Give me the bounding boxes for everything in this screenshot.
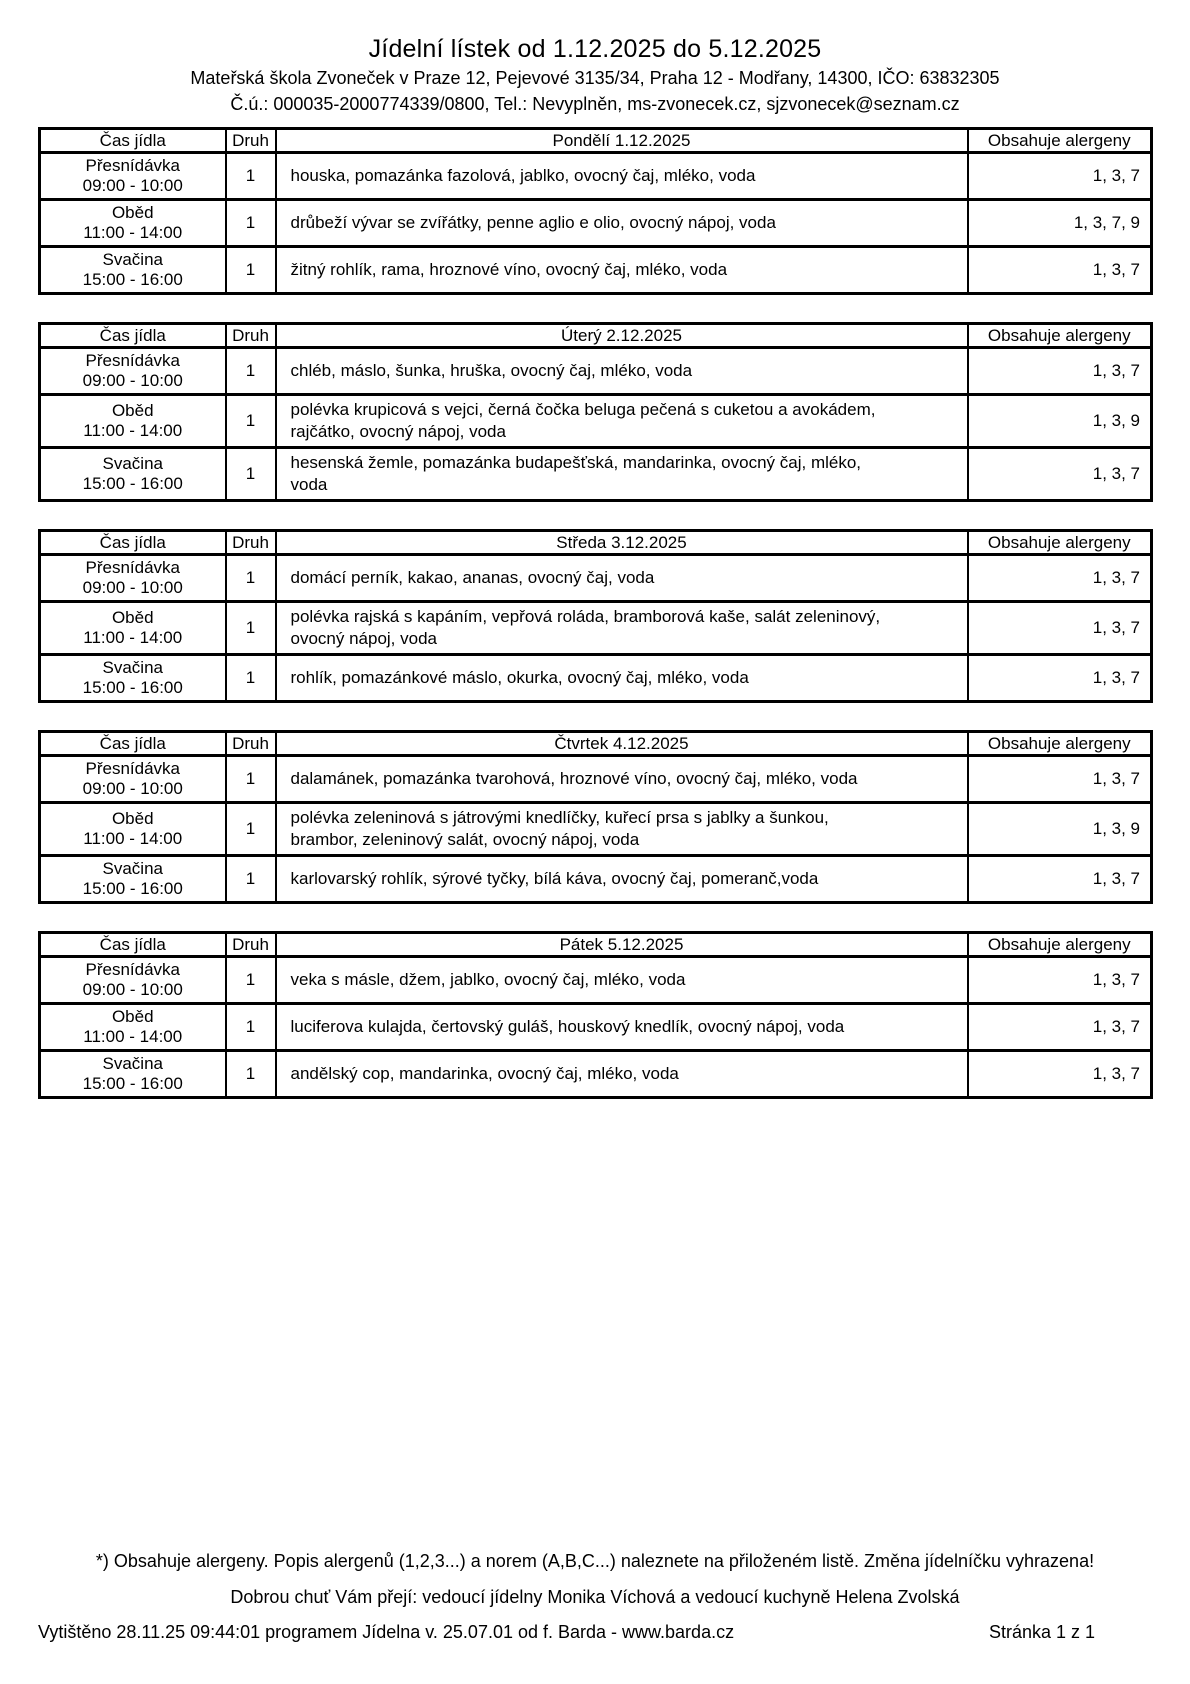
day-menu-table xyxy=(38,322,1153,502)
meal-time-cell xyxy=(40,247,226,294)
day-menu-table xyxy=(38,127,1153,295)
meal-name: Oběd xyxy=(111,1007,154,1027)
meal-food-text: hesenská žemle, pomazánka budapešťská, mandarinka, ovocný čaj, mléko, voda xyxy=(290,453,862,495)
col-header-meal-time: Čas jídla xyxy=(40,531,226,555)
meal-allergens-cell: 1, 3, 7 xyxy=(968,655,1152,702)
printed-info: Vytištěno 28.11.25 09:44:01 programem Jídelna v. 25.07.01 od f. Barda - www.barda.cz xyxy=(38,1622,735,1642)
serving-wish: Dobrou chuť Vám přejí: vedoucí jídelny Monika Víchová a vedoucí kuchyně Helena Zvolská xyxy=(230,1587,960,1607)
col-header-meal-time: Čas jídla xyxy=(40,324,226,348)
col-header-day-title: Středa 3.12.2025 xyxy=(276,531,968,555)
meal-row xyxy=(40,555,1152,602)
col-header-allergens: Obsahuje alergeny xyxy=(968,324,1152,348)
col-header-type: Druh xyxy=(226,531,276,555)
meal-name: Přesnídávka xyxy=(85,351,180,371)
col-header-meal-time: Čas jídla xyxy=(40,129,226,153)
day-table-header-row xyxy=(40,933,1152,957)
meal-food-cell xyxy=(276,1051,968,1098)
meal-food-text: luciferova kulajda, čertovský guláš, houskový knedlík, ovocný nápoj, voda xyxy=(290,1017,845,1037)
meal-row xyxy=(40,448,1152,501)
meal-name: Přesnídávka xyxy=(85,156,180,176)
meal-type-cell: 1 xyxy=(226,348,276,395)
meal-row xyxy=(40,803,1152,856)
day-table-header-row xyxy=(40,129,1152,153)
meal-allergens-cell: 1, 3, 7 xyxy=(968,856,1152,903)
meal-time-range: 15:00 - 16:00 xyxy=(82,879,183,899)
meal-row xyxy=(40,1004,1152,1051)
meal-type-cell: 1 xyxy=(226,655,276,702)
col-header-meal-time: Čas jídla xyxy=(40,732,226,756)
meal-time-cell xyxy=(40,395,226,448)
contact-line: Č.ú.: 000035-2000774339/0800, Tel.: Nevyplněn, ms-zvonecek.cz, sjzvonecek@seznam.cz xyxy=(230,94,960,115)
meal-food-text: karlovarský rohlík, sýrové tyčky, bílá káva, ovocný čaj, pomeranč,voda xyxy=(290,869,819,889)
meal-name: Přesnídávka xyxy=(85,960,180,980)
meal-time-cell xyxy=(40,348,226,395)
meal-name: Přesnídávka xyxy=(85,558,180,578)
meal-allergens-cell: 1, 3, 7, 9 xyxy=(968,200,1152,247)
meal-type-cell: 1 xyxy=(226,555,276,602)
meal-type-cell: 1 xyxy=(226,395,276,448)
meal-food-cell xyxy=(276,555,968,602)
col-header-day-title: Úterý 2.12.2025 xyxy=(276,324,968,348)
meal-time-range: 15:00 - 16:00 xyxy=(82,270,183,290)
meal-food-cell xyxy=(276,153,968,200)
meal-name: Oběd xyxy=(111,203,154,223)
meal-time-range: 11:00 - 14:00 xyxy=(83,829,183,849)
meal-name: Svačina xyxy=(102,454,163,474)
meal-name: Svačina xyxy=(102,658,163,678)
meal-food-text: žitný rohlík, rama, hroznové víno, ovocný čaj, mléko, voda xyxy=(290,260,728,280)
meal-row xyxy=(40,957,1152,1004)
meal-type-cell: 1 xyxy=(226,153,276,200)
meal-time-range: 09:00 - 10:00 xyxy=(82,980,183,1000)
school-address-line: Mateřská škola Zvoneček v Praze 12, Pejevové 3135/34, Praha 12 - Modřany, 14300, IČO: 63832305 xyxy=(190,68,1000,88)
meal-food-cell xyxy=(276,448,968,501)
meal-name: Svačina xyxy=(102,859,163,879)
meal-food-text: drůbeží vývar se zvířátky, penne aglio e olio, ovocný nápoj, voda xyxy=(290,213,776,233)
col-header-allergens: Obsahuje alergeny xyxy=(968,129,1152,153)
meal-food-cell xyxy=(276,348,968,395)
document-header xyxy=(0,0,1190,116)
meal-food-text: polévka zeleninová s játrovými knedlíčky, kuřecí prsa s jablky a šunkou, brambor, zeleninový salát, ovocný nápoj, voda xyxy=(290,808,829,850)
meal-row xyxy=(40,200,1152,247)
meal-row xyxy=(40,756,1152,803)
meal-allergens-cell: 1, 3, 7 xyxy=(968,247,1152,294)
col-header-allergens: Obsahuje alergeny xyxy=(968,531,1152,555)
day-table-header-row xyxy=(40,531,1152,555)
meal-food-text: houska, pomazánka fazolová, jablko, ovocný čaj, mléko, voda xyxy=(290,166,756,186)
meal-food-text: domácí perník, kakao, ananas, ovocný čaj, voda xyxy=(290,568,655,588)
meal-food-text: polévka krupicová s vejci, černá čočka beluga pečená s cuketou a avokádem, rajčátko, ovocný nápoj, voda xyxy=(290,400,876,442)
meal-row xyxy=(40,395,1152,448)
meal-type-cell: 1 xyxy=(226,856,276,903)
meal-time-range: 11:00 - 14:00 xyxy=(83,421,183,441)
meal-food-text: dalamánek, pomazánka tvarohová, hroznové víno, ovocný čaj, mléko, voda xyxy=(290,769,858,789)
meal-allergens-cell: 1, 3, 7 xyxy=(968,602,1152,655)
page-number: Stránka 1 z 1 xyxy=(988,1622,1095,1642)
meal-time-cell xyxy=(40,957,226,1004)
meal-row xyxy=(40,856,1152,903)
meal-type-cell: 1 xyxy=(226,1051,276,1098)
day-menu-table xyxy=(38,529,1153,703)
day-menu-table xyxy=(38,931,1153,1099)
meal-name: Oběd xyxy=(111,809,154,829)
meal-row xyxy=(40,153,1152,200)
meal-time-range: 09:00 - 10:00 xyxy=(82,578,183,598)
meal-allergens-cell: 1, 3, 7 xyxy=(968,756,1152,803)
meal-time-cell xyxy=(40,856,226,903)
meal-food-cell xyxy=(276,655,968,702)
meal-time-range: 09:00 - 10:00 xyxy=(82,779,183,799)
col-header-meal-time: Čas jídla xyxy=(40,933,226,957)
meal-name: Oběd xyxy=(111,401,154,421)
meal-allergens-cell: 1, 3, 7 xyxy=(968,153,1152,200)
col-header-day-title: Pátek 5.12.2025 xyxy=(276,933,968,957)
col-header-type: Druh xyxy=(226,732,276,756)
col-header-type: Druh xyxy=(226,324,276,348)
meal-food-cell xyxy=(276,803,968,856)
meal-row xyxy=(40,348,1152,395)
meal-time-range: 11:00 - 14:00 xyxy=(83,1027,183,1047)
meal-row xyxy=(40,655,1152,702)
meal-type-cell: 1 xyxy=(226,602,276,655)
meal-row xyxy=(40,602,1152,655)
meal-time-range: 09:00 - 10:00 xyxy=(82,176,183,196)
meal-name: Svačina xyxy=(102,1054,163,1074)
meal-name: Oběd xyxy=(111,608,154,628)
meal-time-cell xyxy=(40,602,226,655)
meal-allergens-cell: 1, 3, 7 xyxy=(968,348,1152,395)
page-title: Jídelní lístek od 1.12.2025 do 5.12.2025 xyxy=(368,35,822,63)
meal-type-cell: 1 xyxy=(226,756,276,803)
meal-time-range: 15:00 - 16:00 xyxy=(82,474,183,494)
meal-row xyxy=(40,247,1152,294)
meal-time-cell xyxy=(40,655,226,702)
meal-time-cell xyxy=(40,803,226,856)
meal-allergens-cell: 1, 3, 9 xyxy=(968,395,1152,448)
meal-time-cell xyxy=(40,200,226,247)
meal-name: Svačina xyxy=(102,250,163,270)
meal-time-cell xyxy=(40,756,226,803)
meal-row xyxy=(40,1051,1152,1098)
col-header-day-title: Pondělí 1.12.2025 xyxy=(276,129,968,153)
meal-allergens-cell: 1, 3, 7 xyxy=(968,448,1152,501)
meal-time-cell xyxy=(40,153,226,200)
allergen-note: *) Obsahuje alergeny. Popis alergenů (1,2,3...) a norem (A,B,C...) naleznete na přiloženém listě. Změna jídelníčku vyhrazena! xyxy=(95,1551,1095,1571)
meal-time-cell xyxy=(40,448,226,501)
meal-time-cell xyxy=(40,555,226,602)
meal-type-cell: 1 xyxy=(226,448,276,501)
meal-type-cell: 1 xyxy=(226,200,276,247)
meal-allergens-cell: 1, 3, 7 xyxy=(968,1004,1152,1051)
meal-food-cell xyxy=(276,602,968,655)
meal-food-text: polévka rajská s kapáním, vepřová roláda, bramborová kaše, salát zeleninový, ovocný nápoj, voda xyxy=(290,607,881,649)
meal-food-cell xyxy=(276,395,968,448)
meal-allergens-cell: 1, 3, 9 xyxy=(968,803,1152,856)
col-header-allergens: Obsahuje alergeny xyxy=(968,732,1152,756)
meal-allergens-cell: 1, 3, 7 xyxy=(968,957,1152,1004)
meal-time-range: 15:00 - 16:00 xyxy=(82,678,183,698)
meal-name: Přesnídávka xyxy=(85,759,180,779)
meal-type-cell: 1 xyxy=(226,1004,276,1051)
day-table-header-row xyxy=(40,732,1152,756)
day-table-header-row xyxy=(40,324,1152,348)
meal-time-cell xyxy=(40,1051,226,1098)
meal-time-range: 09:00 - 10:00 xyxy=(82,371,183,391)
meal-food-cell xyxy=(276,200,968,247)
col-header-type: Druh xyxy=(226,933,276,957)
meal-type-cell: 1 xyxy=(226,803,276,856)
meal-allergens-cell: 1, 3, 7 xyxy=(968,1051,1152,1098)
meal-time-range: 11:00 - 14:00 xyxy=(83,628,183,648)
col-header-allergens: Obsahuje alergeny xyxy=(968,933,1152,957)
meal-food-cell xyxy=(276,756,968,803)
meal-food-cell xyxy=(276,247,968,294)
col-header-type: Druh xyxy=(226,129,276,153)
meal-food-cell xyxy=(276,1004,968,1051)
meal-food-cell xyxy=(276,957,968,1004)
meal-allergens-cell: 1, 3, 7 xyxy=(968,555,1152,602)
meal-food-text: andělský cop, mandarinka, ovocný čaj, mléko, voda xyxy=(290,1064,679,1084)
meal-type-cell: 1 xyxy=(226,247,276,294)
meal-food-text: rohlík, pomazánkové máslo, okurka, ovocný čaj, mléko, voda xyxy=(290,668,749,688)
meal-food-text: veka s másle, džem, jablko, ovocný čaj, mléko, voda xyxy=(290,970,686,990)
menu-tables xyxy=(0,127,1190,1099)
day-menu-table xyxy=(38,730,1153,904)
meal-type-cell: 1 xyxy=(226,957,276,1004)
meal-time-range: 11:00 - 14:00 xyxy=(83,223,183,243)
col-header-day-title: Čtvrtek 4.12.2025 xyxy=(276,732,968,756)
meal-food-cell xyxy=(276,856,968,903)
meal-time-cell xyxy=(40,1004,226,1051)
meal-food-text: chléb, máslo, šunka, hruška, ovocný čaj, mléko, voda xyxy=(290,361,693,381)
meal-time-range: 15:00 - 16:00 xyxy=(82,1074,183,1094)
print-info-row xyxy=(38,1622,1095,1644)
